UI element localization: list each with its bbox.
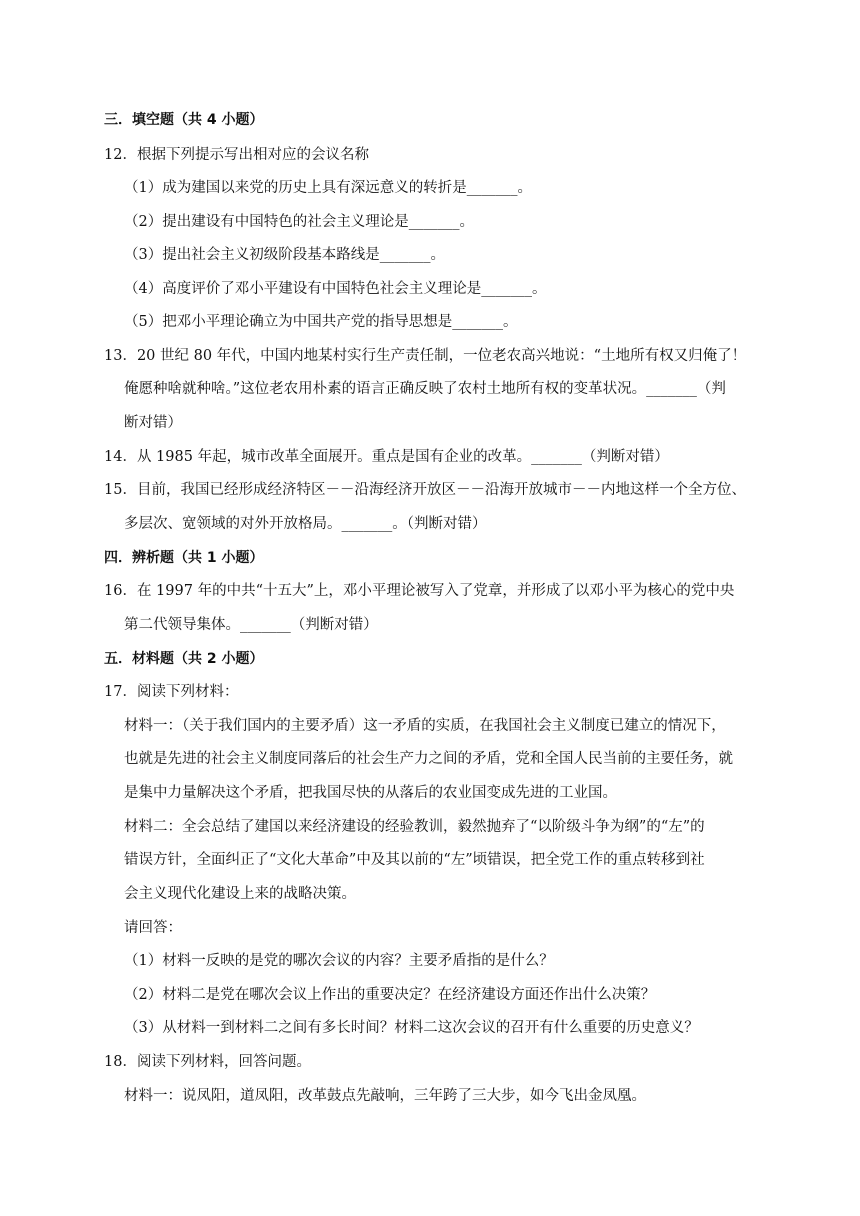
section-heading-analysis: 四．辨析题（共 1 小题） [104,550,264,566]
question-16-line-1: 16．在 1997 年的中共“十五大”上，邓小平理论被写入了党章，并形成了以邓小平为核心的党中央 [104,583,735,599]
question-15-line-2: 多层次、宽领域的对外开放格局。_______。（判断对错） [124,516,487,532]
question-13-line-3: 断对错） [124,415,182,431]
material-one-line-2: 也就是先进的社会主义制度同落后的社会生产力之间的矛盾，党和全国人民当前的主要任务，就 [124,751,733,767]
section-heading-material: 五．材料题（共 2 小题） [104,651,264,667]
question-16-line-2: 第二代领导集体。_______（判断对错） [124,617,378,633]
answer-prompt: 请回答： [124,920,182,936]
material-one-line-1: 材料一：（关于我们国内的主要矛盾）这一矛盾的实质，在我国社会主义制度已建立的情况下， [124,718,726,734]
question-17-item-2: （2）材料二是党在哪次会议上作出的重要决定？在经济建设方面还作出什么决策？ [124,987,656,1003]
question-12-item-4: （4）高度评价了邓小平建设有中国特色社会主义理论是_______。 [124,281,547,297]
material-one-line-3: 是集中力量解决这个矛盾，把我国尽快的从落后的农业国变成先进的工业国。 [124,785,617,801]
question-17-item-3: （3）从材料一到材料二之间有多长时间？材料二这次会议的召开有什么重要的历史意义？ [124,1020,699,1036]
material-two-line-2: 错误方针，全面纠正了“文化大革命”中及其以前的“左”顷错误，把全党工作的重点转移到社 [124,852,705,868]
question-12-item-5: （5）把邓小平理论确立为中国共产党的指导思想是_______。 [124,314,518,330]
question-12-item-3: （3）提出社会主义初级阶段基本路线是_______。 [124,247,445,263]
question-13-line-2: 俺愿种啥就种啥。”这位老农用朴素的语言正确反映了农村土地所有权的变革状况。_______（判 [124,381,726,397]
question-18-material-one: 材料一：说凤阳，道凤阳，改革鼓点先敲响，三年跨了三大步，如今飞出金凤凰。 [124,1088,646,1104]
section-heading-fill-in: 三．填空题（共 4 小题） [104,112,264,128]
question-12-item-1: （1）成为建国以来党的历史上具有深远意义的转折是_______。 [124,180,532,196]
question-17-item-1: （1）材料一反映的是党的哪次会议的内容？主要矛盾指的是什么？ [124,953,554,969]
question-13-line-1: 13．20 世纪 80 年代，中国内地某村实行生产责任制，一位老农高兴地说：“土地所有权又归俺了！ [104,348,747,364]
question-14-line-1: 14．从 1985 年起，城市改革全面展开。重点是国有企业的改革。_______（判断对错） [104,449,669,465]
question-12-stem: 12．根据下列提示写出相对应的会议名称 [104,147,369,163]
question-12-item-2: （2）提出建设有中国特色的社会主义理论是_______。 [124,214,474,230]
material-two-line-1: 材料二：全会总结了建国以来经济建设的经验教训，毅然抛弃了“以阶级斗争为纲”的“左”的 [124,819,705,835]
question-15-line-1: 15．目前，我国已经形成经济特区－－沿海经济开放区－－沿海开放城市－－内地这样一个全方位、 [104,482,746,498]
question-18-stem: 18．阅读下列材料，回答问题。 [104,1054,311,1070]
material-two-line-3: 会主义现代化建设上来的战略决策。 [124,886,356,902]
question-17-stem: 17．阅读下列材料： [104,684,239,700]
